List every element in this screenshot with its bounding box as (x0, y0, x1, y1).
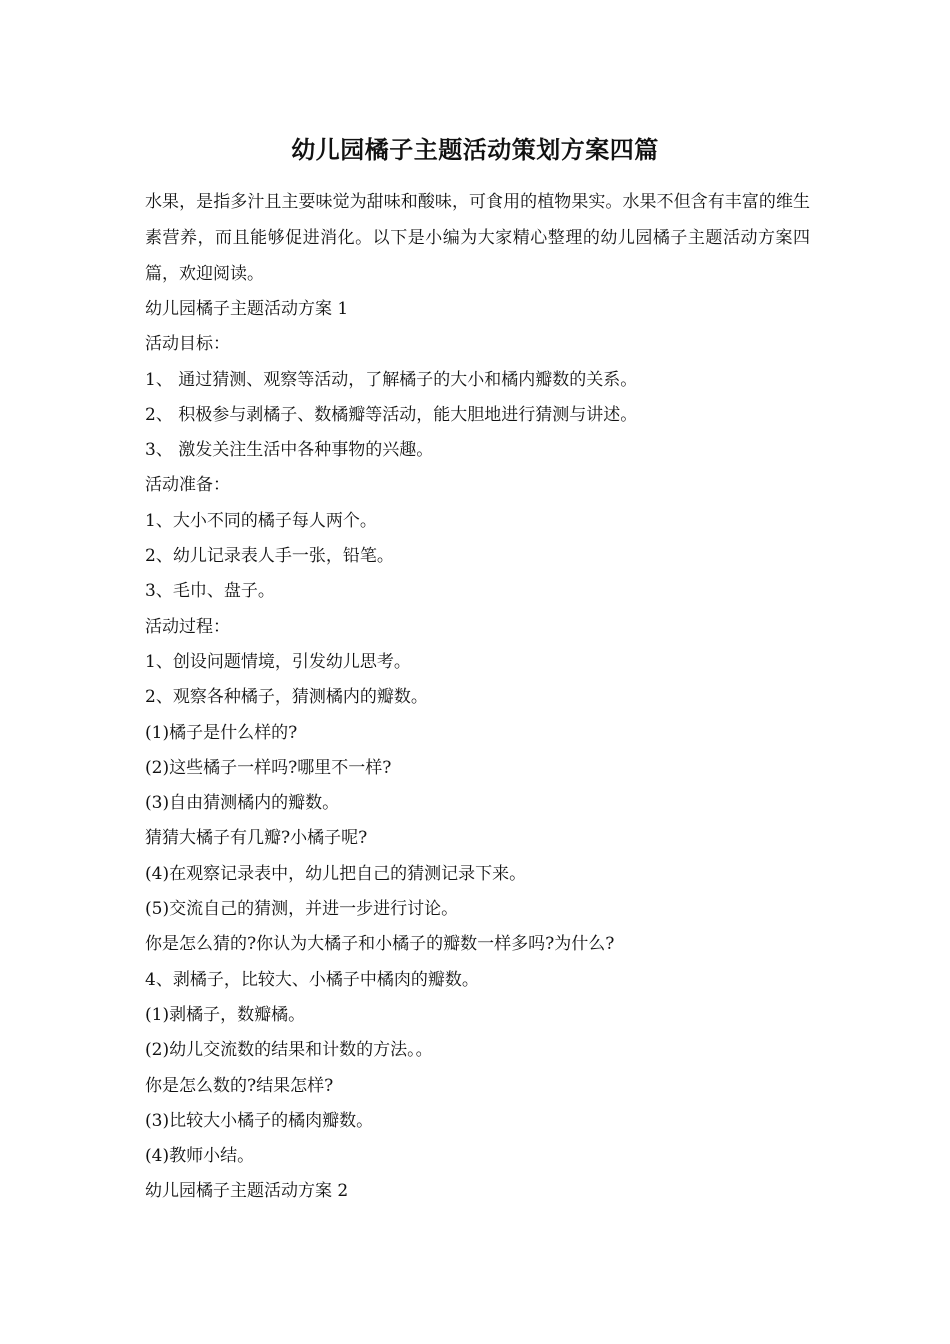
body-line: 1、大小不同的橘子每人两个。 (145, 510, 377, 531)
body-line: 3、 激发关注生活中各种事物的兴趣。 (145, 440, 434, 461)
section-heading: 幼儿园橘子主题活动方案 2 (145, 1181, 349, 1202)
subheading-goals: 活动目标： (145, 334, 230, 355)
body-line: 3、毛巾、盘子。 (145, 581, 275, 602)
body-line: (4)教师小结。 (145, 1146, 255, 1167)
body-line: (3)比较大小橘子的橘肉瓣数。 (145, 1110, 374, 1131)
subheading-process: 活动过程： (145, 616, 230, 637)
document-title: 幼儿园橘子主题活动策划方案四篇 (291, 135, 659, 164)
body-line: (3)自由猜测橘内的瓣数。 (145, 793, 340, 814)
body-line: 1、 通过猜测、观察等活动，了解橘子的大小和橘内瓣数的关系。 (145, 369, 638, 390)
body-line: 你是怎么数的?结果怎样? (145, 1075, 334, 1096)
body-lines (145, 292, 810, 1210)
body-line: 1、创设问题情境，引发幼儿思考。 (145, 651, 411, 672)
body-line: 2、观察各种橘子，猜测橘内的瓣数。 (145, 687, 428, 708)
body-line: 2、幼儿记录表人手一张，铅笔。 (145, 546, 394, 567)
body-line: (2)这些橘子一样吗?哪里不一样? (145, 757, 392, 778)
intro-paragraph: 水果，是指多汁且主要味觉为甜味和酸味，可食用的植物果实。水果不但含有丰富的维生素营养，而且能够促进消化。以下是小编为大家精心整理的幼儿园橘子主题活动方案四篇，欢迎阅读。 (145, 192, 810, 284)
body-line: (2)幼儿交流数的结果和计数的方法。。 (145, 1040, 433, 1061)
body-line: (1)橘子是什么样的? (145, 722, 298, 743)
body-line: 猜猜大橘子有几瓣?小橘子呢? (145, 828, 368, 849)
subheading-preparation: 活动准备： (145, 475, 230, 496)
section-heading: 幼儿园橘子主题活动方案 1 (145, 299, 349, 319)
body-line: (4)在观察记录表中，幼儿把自己的猜测记录下来。 (145, 863, 527, 884)
body-line: 2、 积极参与剥橘子、数橘瓣等活动，能大胆地进行猜测与讲述。 (145, 404, 638, 425)
body-line: 你是怎么猜的?你认为大橘子和小橘子的瓣数一样多吗?为什么? (145, 934, 615, 955)
body-line: (1)剥橘子，数瓣橘。 (145, 1004, 306, 1025)
body-line: 4、剥橘子，比较大、小橘子中橘肉的瓣数。 (145, 969, 479, 990)
body-line: (5)交流自己的猜测，并进一步进行讨论。 (145, 899, 459, 920)
